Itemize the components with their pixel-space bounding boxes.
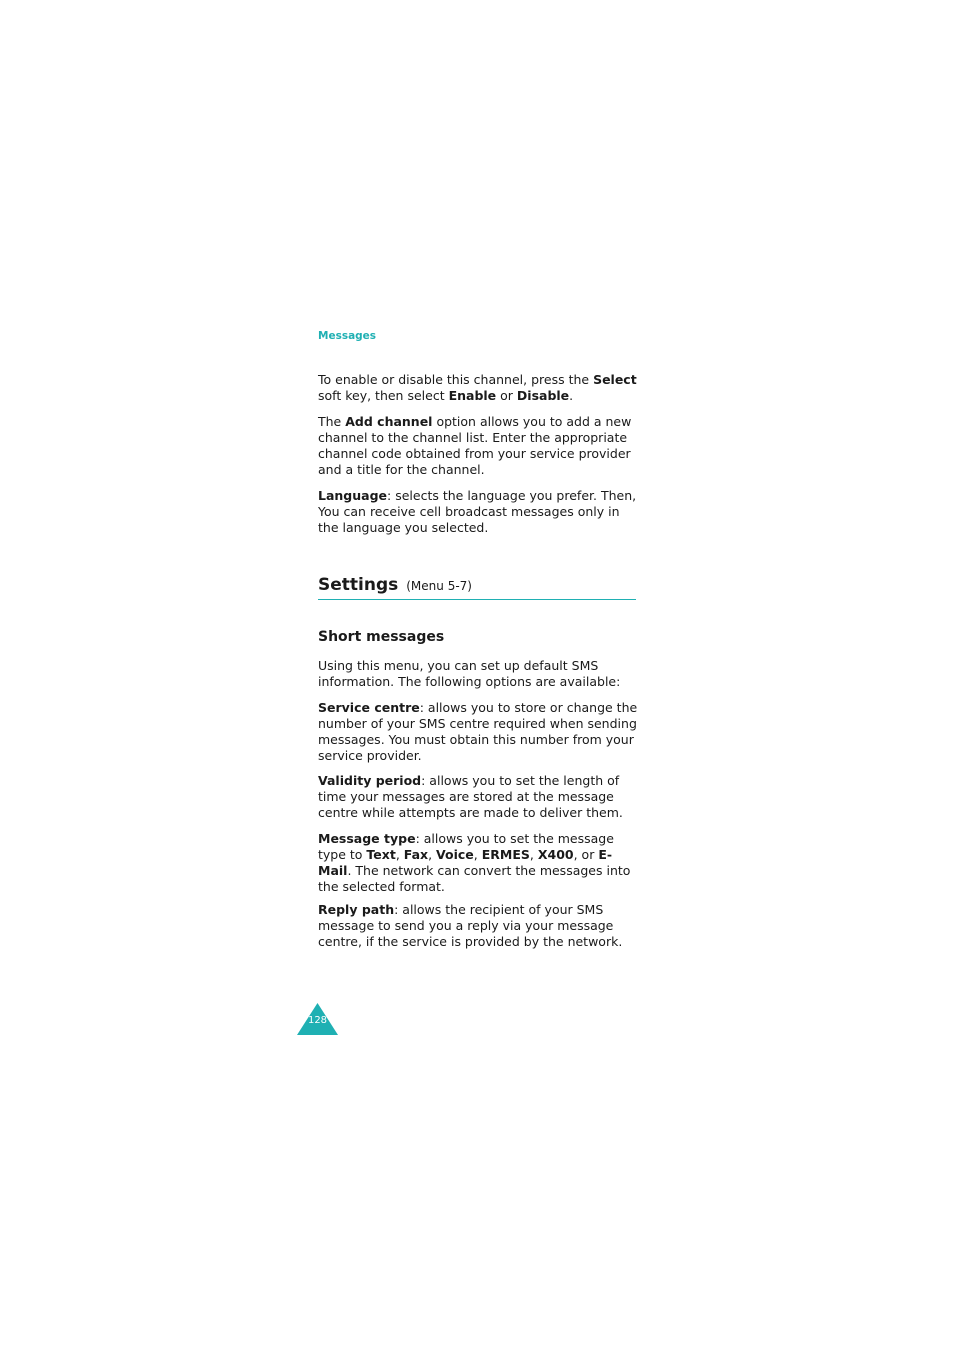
page-number: 128 — [307, 1015, 328, 1026]
section-label: Messages — [318, 330, 377, 342]
reply-path-paragraph: Reply path: allows the recipient of your SMS message to send you a reply via your message centre, if the service is provided by the network. — [318, 902, 623, 949]
settings-intro-paragraph: Using this menu, you can set up default SMS information. The following options are available: — [318, 658, 621, 689]
settings-title: Settings — [318, 575, 399, 595]
settings-menu-number: (Menu 5-7) — [406, 579, 472, 593]
short-messages-heading: Short messages — [318, 629, 445, 645]
validity-period-paragraph: Validity period: allows you to set the length of time your messages are stored at the message centre while attempts are made to deliver them. — [318, 773, 623, 820]
intro-paragraph-language: Language: selects the language you prefer. Then, You can receive cell broadcast messages only in the language you selected. — [318, 488, 637, 535]
intro-paragraph-enable: To enable or disable this channel, press the Select soft key, then select Enable or Disable. — [318, 372, 637, 403]
message-type-paragraph: Message type: allows you to set the message type to Text, Fax, Voice, ERMES, X400, or E-Mail. The network can convert the messages into the selected format. — [318, 831, 631, 894]
service-centre-paragraph: Service centre: allows you to store or change the number of your SMS centre required when sending messages. You must obtain this number from your service provider. — [318, 700, 638, 763]
settings-heading — [318, 575, 636, 600]
intro-paragraph-add-channel: The Add channel option allows you to add a new channel to the channel list. Enter the appropriate channel code obtained from your service provider and a title for the channel. — [318, 414, 632, 477]
